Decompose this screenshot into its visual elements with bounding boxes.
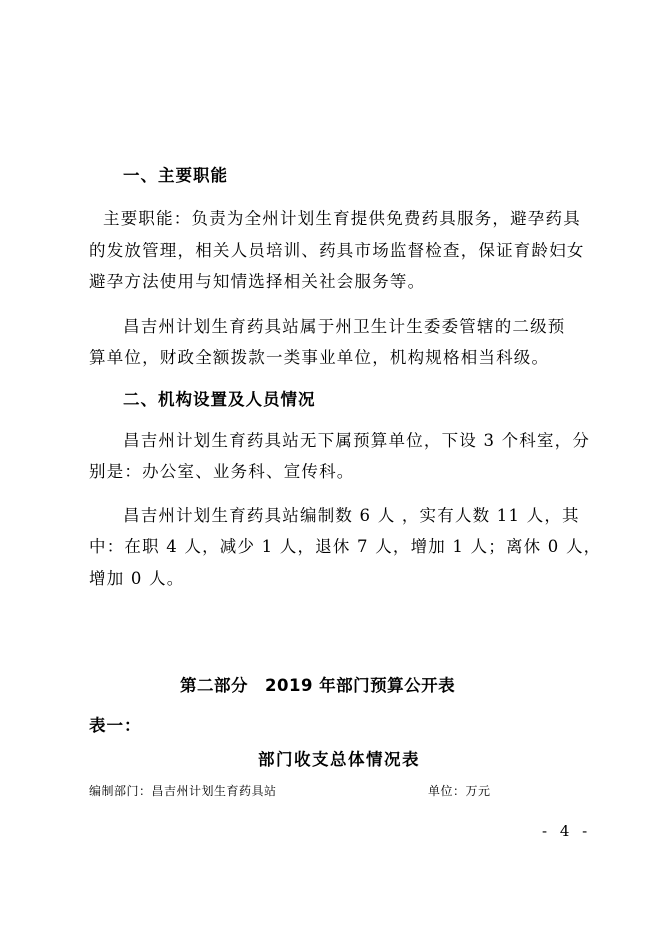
section-heading-functions: 一、主要职能 (123, 166, 228, 185)
paragraph-line: 增加 0 人。 (89, 569, 185, 588)
paragraph-line: 别是：办公室、业务科、宣传科。 (89, 462, 355, 481)
section-heading-organization: 二、机构设置及人员情况 (123, 390, 316, 409)
paragraph-line: 的发放管理，相关人员培训、药具市场监督检查，保证育龄妇女 (89, 241, 585, 260)
paragraph-line: 算单位，财政全额拨款一类事业单位，机构规格相当科级。 (89, 348, 550, 367)
paragraph-line: 昌吉州计划生育药具站编制数 6 人 ，实有人数 11 人，其 (123, 506, 580, 525)
paragraph-line: 主要职能：负责为全州计划生育提供免费药具服务，避孕药具 (103, 209, 581, 228)
table-label: 表一： (89, 716, 142, 735)
department-label: 编制部门：昌吉州计划生育药具站 (89, 784, 277, 798)
page-number: - 4 - (542, 822, 592, 840)
unit-label: 单位：万元 (428, 784, 491, 798)
paragraph-line: 中：在职 4 人，减少 1 人，退休 7 人，增加 1 人；离休 0 人， (89, 537, 602, 556)
part-title: 第二部分 2019 年部门预算公开表 (180, 676, 456, 695)
paragraph-line: 避孕方法使用与知情选择相关社会服务等。 (89, 272, 426, 291)
paragraph-line: 昌吉州计划生育药具站无下属预算单位，下设 3 个科室，分 (123, 431, 591, 450)
paragraph-line: 昌吉州计划生育药具站属于州卫生计生委委管辖的二级预 (123, 317, 566, 336)
table-title: 部门收支总体情况表 (258, 750, 420, 769)
